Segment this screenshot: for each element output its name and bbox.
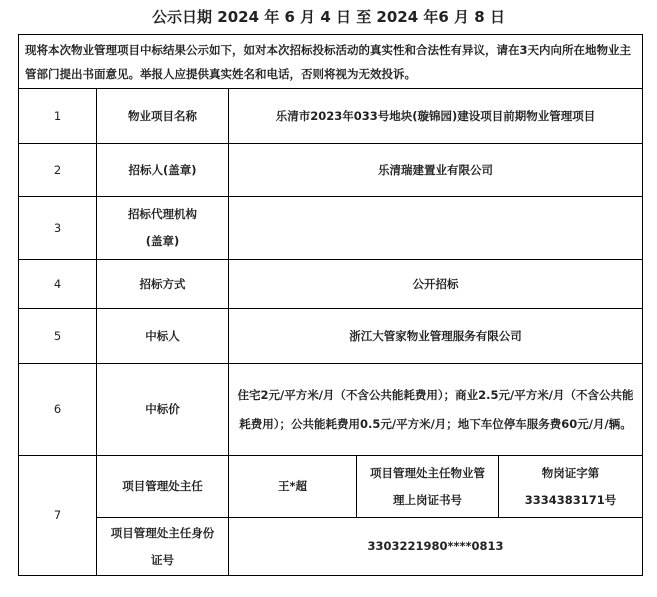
intro-text: 现将本次物业管理项目中标结果公示如下，如对本次招标投标活动的真实性和合法性有异议，请在3天内向所在地物业主管部门提出书面意见。举报人应提供真实姓名和电话，否则将视为无效投诉。 [19, 35, 643, 89]
table-row [19, 144, 643, 197]
row-label: 中标人 [97, 309, 229, 364]
table-row [19, 309, 643, 364]
table-row [19, 89, 643, 144]
row-number: 4 [19, 260, 97, 309]
row-label: 物业项目名称 [97, 89, 229, 144]
certificate-label: 项目管理处主任物业管理上岗证书号 [357, 456, 499, 518]
row-number: 7 [19, 456, 97, 576]
intro-row [19, 35, 643, 89]
id-value: 3303221980****0813 [229, 518, 643, 576]
announcement-table [18, 34, 643, 576]
manager-label: 项目管理处主任 [97, 456, 229, 518]
row-value: 乐清市2023年033号地块(璇锦园)建设项目前期物业管理项目 [229, 89, 643, 144]
row-value: 乐清瑞建置业有限公司 [229, 144, 643, 197]
row-value [229, 197, 643, 260]
row-label: 招标代理机构(盖章) [97, 197, 229, 260]
row-label: 招标方式 [97, 260, 229, 309]
certificate-value: 物岗证字第3334383171号 [499, 456, 643, 518]
row-number: 5 [19, 309, 97, 364]
row-value: 住宅2元/平方米/月（不含公共能耗费用）；商业2.5元/平方米/月（不含公共能耗费用）；公共能耗费用0.5元/平方米/月；地下车位停车服务费60元/月/辆。 [229, 364, 643, 456]
row-number: 3 [19, 197, 97, 260]
page-title: 公示日期 2024 年 6 月 4 日 至 2024 年6 月 8 日 [152, 8, 505, 26]
id-label: 项目管理处主任身份证号 [97, 518, 229, 576]
table-row [19, 260, 643, 309]
table-row [19, 197, 643, 260]
row-value: 公开招标 [229, 260, 643, 309]
table-row [19, 364, 643, 456]
row-label: 招标人(盖章) [97, 144, 229, 197]
row-label: 中标价 [97, 364, 229, 456]
row-number: 6 [19, 364, 97, 456]
table-row [19, 456, 643, 518]
row-number: 2 [19, 144, 97, 197]
row-number: 1 [19, 89, 97, 144]
manager-name: 王*超 [229, 456, 357, 518]
row-value: 浙江大管家物业管理服务有限公司 [229, 309, 643, 364]
table-row [19, 518, 643, 576]
